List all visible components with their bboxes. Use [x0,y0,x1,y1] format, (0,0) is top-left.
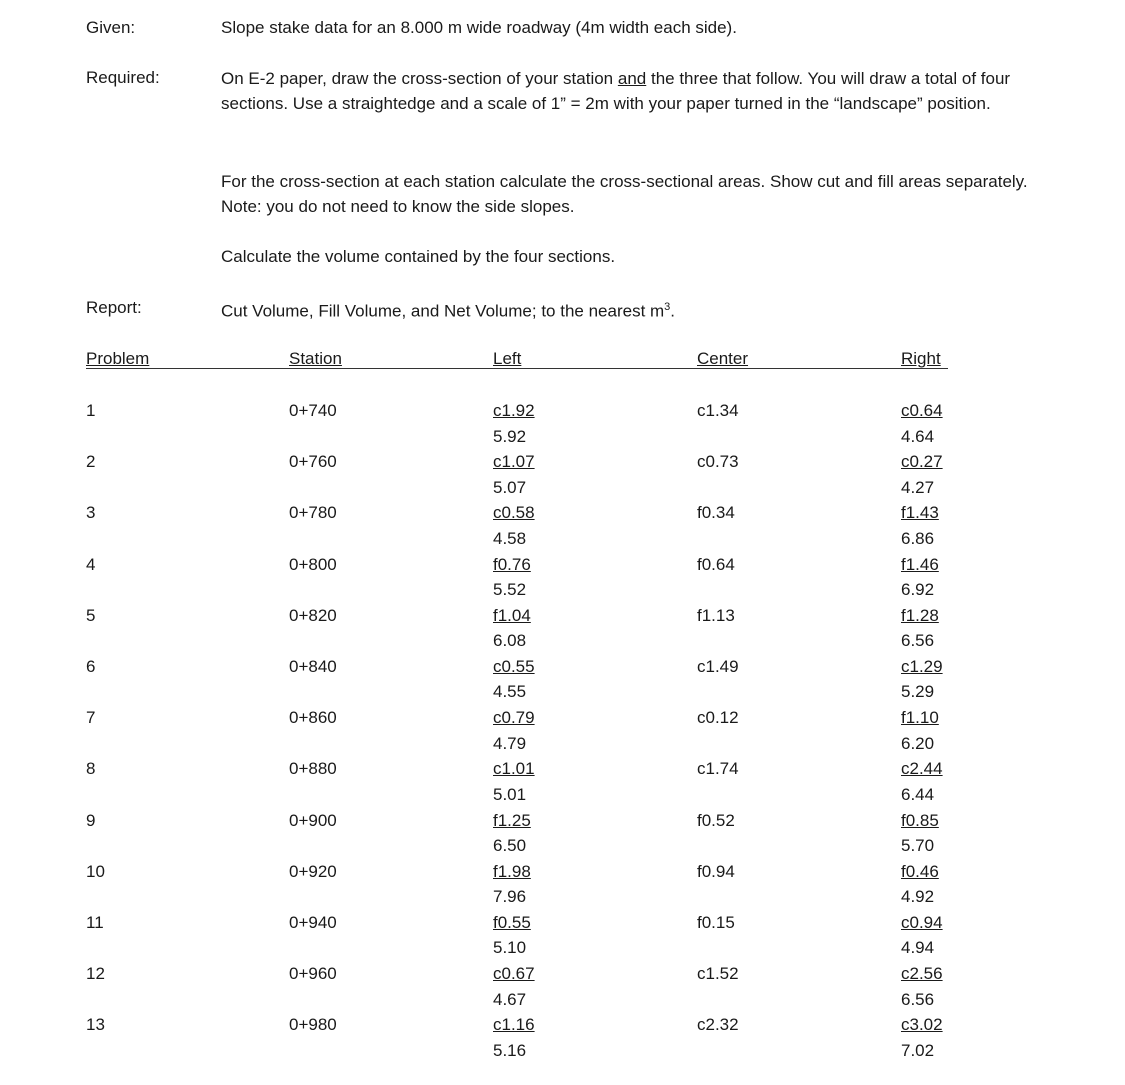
problem-number: 3 [86,503,96,523]
right-values [901,654,943,705]
center-value: c1.34 [697,401,739,420]
report-text-main: Cut Volume, Fill Volume, and Net Volume; to the nearest m [221,301,665,321]
right-distance: 6.86 [901,528,935,548]
left-elevation: c0.79 [493,708,535,728]
left-elevation: c1.92 [493,401,535,420]
center-value: f0.64 [697,554,735,574]
right-elevation: c2.56 [901,964,943,984]
left-distance: 5.52 [493,580,527,600]
left-values [493,552,531,603]
problem-number: 7 [86,708,96,728]
left-distance: 4.67 [493,989,527,1009]
problem-number: 13 [86,1015,105,1035]
center-value: c0.12 [697,708,739,728]
header-right: Right [901,349,941,368]
required-p1-start: On E-2 paper, draw the cross-section of your station [221,69,618,88]
required-p1-end: the three that follow. You will draw a total of four sections. Use a straightedge and a scale of 1” = 2m with your paper turned in the “landscape” position. [221,69,1011,113]
center-value: f0.15 [697,912,735,932]
right-distance: 6.56 [901,631,935,651]
header-left: Left [493,349,522,368]
required-p1-and: and [617,69,647,88]
right-distance: 6.20 [901,733,935,753]
given-label: Given: [86,18,136,37]
right-values [901,500,939,551]
left-elevation: f0.76 [493,554,531,574]
table-row [0,398,1125,449]
right-distance: 7.02 [901,1040,935,1060]
left-values [493,808,531,859]
right-elevation: f1.46 [901,554,939,574]
right-elevation: c0.27 [901,452,943,472]
right-values [901,859,939,910]
left-distance: 5.01 [493,784,527,804]
table-row [0,756,1125,807]
problem-number: 11 [86,912,104,932]
table-row [0,808,1125,859]
required-paragraph-2: For the cross-section at each station calculate the cross-sectional areas. Show cut and fill areas separately. Note: you do not need to know the side slopes. [221,172,1028,216]
station-value: 0+800 [289,554,337,574]
table-row [0,1012,1125,1063]
right-values [901,1012,943,1063]
right-values [901,603,939,654]
right-elevation: f1.28 [901,605,939,625]
left-values [493,705,535,756]
right-distance: 4.64 [901,426,935,446]
problem-number: 2 [86,452,96,472]
left-distance: 5.92 [493,426,527,446]
left-values [493,1012,535,1063]
right-elevation: c1.29 [901,656,943,676]
station-value: 0+960 [289,964,337,984]
right-elevation: f0.46 [901,861,939,881]
right-values [901,961,943,1012]
right-values [901,552,939,603]
right-values [901,705,939,756]
table-row [0,859,1125,910]
center-value: c0.73 [697,452,739,472]
report-label: Report: [86,298,142,317]
report-text [221,295,1041,324]
center-value: c1.49 [697,656,739,676]
report-text-end: . [670,301,676,321]
left-distance: 6.50 [493,836,527,855]
right-distance: 6.92 [901,580,935,600]
right-distance: 6.44 [901,784,935,804]
right-elevation: c0.64 [901,401,943,420]
table-row [0,910,1125,961]
center-value: c1.52 [697,964,739,984]
left-distance: 5.10 [493,938,527,958]
left-distance: 7.96 [493,887,527,907]
problem-number: 9 [86,810,96,830]
problem-number: 6 [86,656,96,676]
table-row [0,705,1125,756]
left-values [493,500,535,551]
required-label: Required: [86,68,160,87]
station-value: 0+860 [289,708,337,728]
right-values [901,910,943,961]
right-elevation: c2.44 [901,759,943,779]
left-elevation: c1.01 [493,759,535,779]
left-values [493,910,531,961]
table-row [0,961,1125,1012]
left-values [493,756,535,807]
left-elevation: c0.67 [493,964,535,984]
left-distance: 5.16 [493,1040,527,1060]
left-values [493,449,535,500]
left-elevation: c0.55 [493,656,535,676]
problem-number: 8 [86,759,96,779]
table-row [0,654,1125,705]
table-row [0,603,1125,654]
right-distance: 4.92 [901,887,935,907]
right-distance: 5.29 [901,682,935,702]
right-values [901,756,943,807]
header-rule [86,368,948,369]
right-elevation: c0.94 [901,912,943,932]
problem-number: 5 [86,605,96,625]
problem-number: 4 [86,554,96,574]
left-elevation: f0.55 [493,912,531,932]
station-value: 0+840 [289,656,337,676]
header-station: Station [289,349,342,368]
header-problem: Problem [86,349,150,368]
table-row [0,449,1125,500]
station-value: 0+780 [289,503,337,523]
left-elevation: f1.98 [493,861,531,881]
right-distance: 4.27 [901,477,935,497]
station-value: 0+820 [289,605,337,625]
center-value: f0.94 [697,861,735,881]
right-values [901,449,943,500]
station-value: 0+900 [289,810,337,830]
right-values [901,398,943,449]
table-row [0,552,1125,603]
left-distance: 4.58 [493,528,527,548]
header-center: Center [697,349,749,368]
right-distance: 5.70 [901,836,935,855]
right-distance: 4.94 [901,938,935,958]
right-elevation: f1.43 [901,503,939,523]
problem-number: 12 [86,964,105,984]
right-elevation: c3.02 [901,1015,943,1035]
left-distance: 4.55 [493,682,527,702]
left-distance: 6.08 [493,631,527,651]
station-value: 0+880 [289,759,337,779]
center-value: c1.74 [697,759,739,779]
left-distance: 4.79 [493,733,527,753]
right-elevation: f1.10 [901,708,939,728]
report-superscript: 3 [664,301,671,313]
data-table [0,398,1125,1063]
station-value: 0+980 [289,1015,337,1035]
left-elevation: f1.25 [493,810,531,830]
problem-number: 10 [86,861,105,881]
left-values [493,398,535,449]
center-value: f0.34 [697,503,735,523]
right-elevation: f0.85 [901,810,939,830]
station-value: 0+920 [289,861,337,881]
right-distance: 6.56 [901,989,935,1009]
required-paragraph-1 [221,66,1041,116]
left-values [493,654,535,705]
required-paragraph-3: Calculate the volume contained by the four sections. [221,247,616,266]
given-text: Slope stake data for an 8.000 m wide roadway (4m width each side). [221,18,737,37]
right-values [901,808,939,859]
left-elevation: c1.07 [493,452,535,472]
station-value: 0+940 [289,912,337,932]
center-value: f1.13 [697,605,735,625]
station-value: 0+740 [289,401,337,420]
left-elevation: c0.58 [493,503,535,523]
table-row [0,500,1125,551]
center-value: c2.32 [697,1015,739,1035]
left-elevation: f1.04 [493,605,531,625]
center-value: f0.52 [697,810,735,830]
left-elevation: c1.16 [493,1015,535,1035]
left-values [493,603,531,654]
left-values [493,961,535,1012]
problem-number: 1 [86,401,96,420]
station-value: 0+760 [289,452,337,472]
left-distance: 5.07 [493,477,527,497]
left-values [493,859,531,910]
